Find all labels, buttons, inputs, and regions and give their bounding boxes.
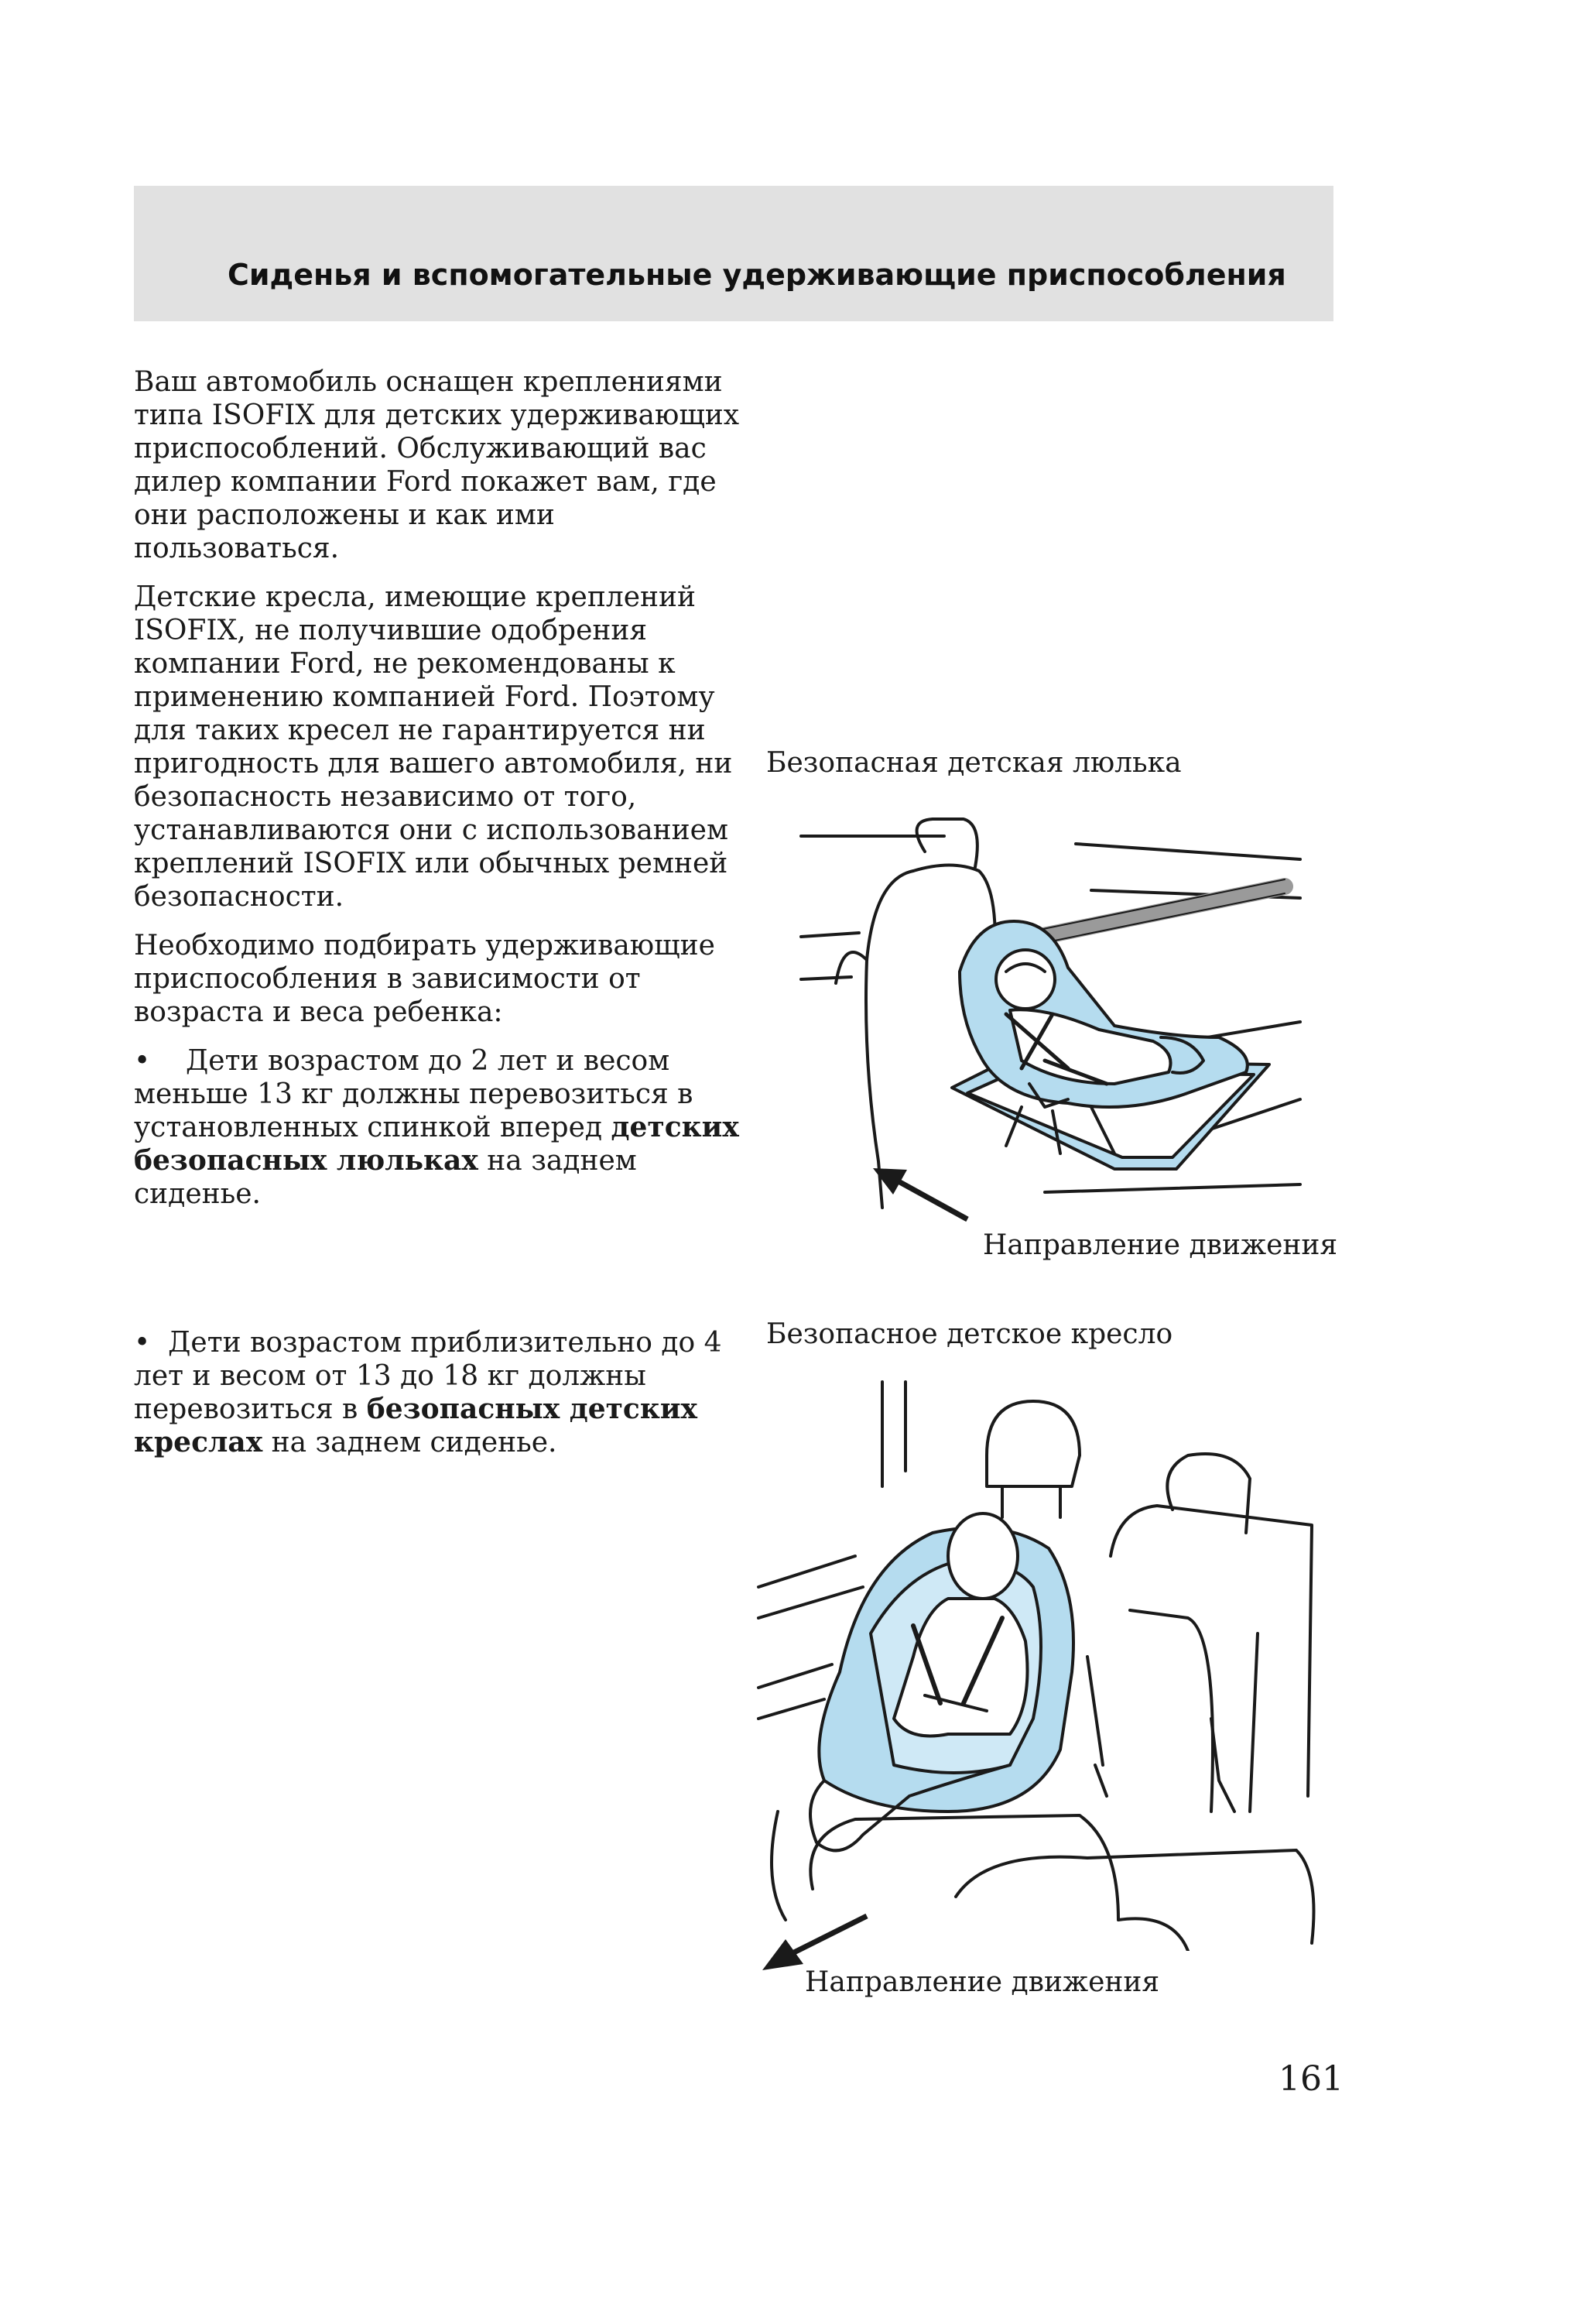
bullet-infant-carrier (134, 1044, 753, 1211)
bullet-marker: • (134, 1327, 151, 1359)
bullet-child-seat (134, 1326, 753, 1459)
bullet-text: Дети возрастом до 2 лет и весом меньше 13 кг должны перевозиться в установленных спинкой вперед (134, 1045, 693, 1143)
figure-caption-child-seat: Безопасное детское кресло (766, 1318, 1173, 1350)
page-number: 161 (1279, 2059, 1344, 2099)
bullet-text: на заднем сиденье. (134, 1145, 637, 1210)
direction-label-child-seat: Направление движения (805, 1966, 1160, 1998)
intro-paragraph-3: Необходимо подбирать удерживающие приспособления в зависимости от возраста и веса ребенка: (134, 930, 715, 1028)
bullet-text: на заднем сиденье. (262, 1427, 557, 1458)
child-seat-text (134, 1326, 753, 1459)
child-seat-illustration (755, 1378, 1327, 1951)
header-band (134, 186, 1333, 321)
direction-label-infant-carrier: Направление движения (983, 1229, 1338, 1261)
intro-text (134, 365, 753, 1211)
intro-paragraph-1: Ваш автомобиль оснащен креплениями типа ISOFIX для детских удерживающих приспособлений. Обслуживающий вас дилер компании Ford покажет вам, где они расположены и как ими пользоваться. (134, 366, 740, 564)
figure-caption-infant-carrier: Безопасная детская люлька (766, 747, 1182, 779)
bullet-bold-text: детских безопасных люльках (134, 1111, 739, 1177)
bullet-text: Дети возрастом приблизительно до 4 лет и весом от 13 до 18 кг должны перевозиться в (134, 1327, 722, 1425)
bullet-bold-text: безопасных детских креслах (134, 1393, 697, 1458)
direction-arrow-icon (867, 1165, 975, 1227)
intro-paragraph-2: Детские кресла, имеющие креплений ISOFIX, не получившие одобрения компании Ford, не рекомендованы к применению компанией Ford. Поэтому для таких кресел не гарантируется ни пригодность для вашего автомобиля, ни безопасность независимо от того, устанавливаются они с использованием креплений ISOFIX или обычных ремней безопасности. (134, 581, 733, 913)
bullet-marker: • (134, 1045, 151, 1077)
section-title: Сиденья и вспомогательные удерживающие приспособления (228, 258, 1286, 292)
